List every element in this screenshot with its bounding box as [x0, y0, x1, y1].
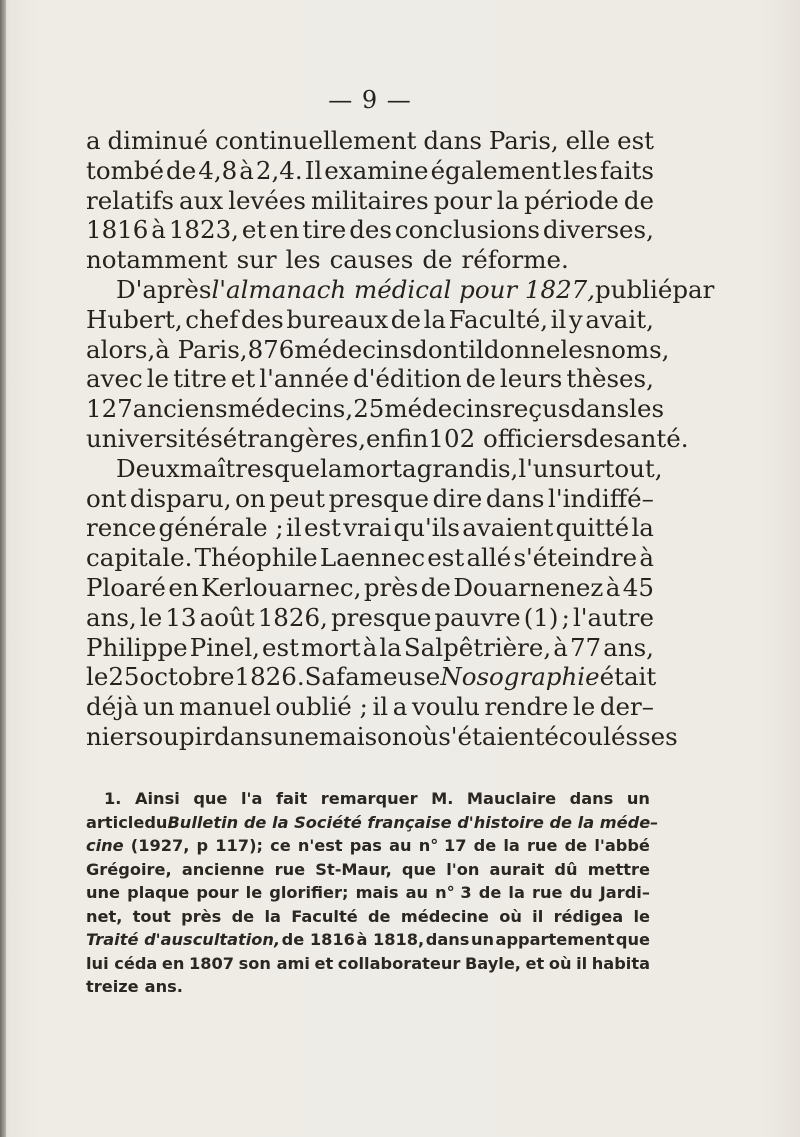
body-word: en [269, 215, 300, 245]
footnote-word: de [564, 836, 588, 855]
body-line [86, 484, 654, 514]
body-word: 1826. [234, 662, 305, 692]
body-line [86, 603, 654, 633]
body-line [86, 334, 670, 365]
footnote-line [86, 952, 650, 976]
body-word: der– [599, 692, 654, 722]
footnote-line [86, 881, 650, 905]
footnote-word: rédigea [553, 906, 624, 926]
body-word: médecins, [227, 394, 354, 424]
body-word: rendre [484, 692, 569, 722]
body-word: Paris, [488, 126, 559, 155]
footnote-word: mettre [587, 859, 650, 879]
body-word: donne [483, 334, 561, 364]
footnote-word: le [245, 883, 263, 902]
footnote-word: ans. [144, 977, 183, 996]
body-word: déjà [86, 692, 139, 722]
body-word: ans, [86, 602, 137, 632]
body-word: anciens [132, 394, 228, 424]
body-word: à [151, 215, 166, 245]
body-line [86, 305, 654, 335]
footnote-word: treize [86, 977, 139, 996]
body-word: Douarnenez [453, 572, 604, 602]
body-word: tire [302, 215, 347, 245]
body-word: Nosographie [440, 662, 600, 692]
body-word: à [639, 543, 654, 573]
footnote-word: de [473, 836, 497, 855]
body-word: diverses, [542, 215, 654, 245]
body-word: que [274, 453, 321, 483]
body-word: le [86, 662, 109, 692]
body-line [86, 453, 663, 484]
body-word: 127 [86, 394, 133, 424]
footnote-word: la [264, 906, 281, 926]
footnote-word: il [532, 906, 544, 926]
body-word: 77 [569, 632, 602, 662]
footnote-word: Ainsi [134, 789, 180, 808]
footnote-word: Grégoire, [86, 859, 172, 879]
body-word: causes [329, 245, 414, 275]
footnote-word: de [367, 906, 391, 926]
footnote-word: habita [591, 953, 650, 973]
body-word: allé [466, 543, 512, 573]
footnote-line [86, 811, 659, 835]
footnote-word: article [86, 812, 145, 832]
footnote-word: rue [531, 883, 563, 902]
body-word: de [623, 185, 654, 215]
body-word: faits [600, 155, 654, 185]
body-word: l'un [518, 453, 565, 483]
body-word: également [430, 155, 562, 185]
footnote-word: la [508, 883, 525, 902]
body-word: 25 [353, 394, 385, 424]
body-word: la [379, 632, 402, 662]
body-line [86, 633, 654, 663]
body-line [86, 126, 654, 156]
body-word: août [199, 602, 255, 632]
body-word: 1823, [168, 215, 239, 245]
footnote-line [86, 975, 650, 999]
body-word: de [583, 423, 614, 453]
footnote-word: plaque [127, 883, 190, 902]
footnote-word: de 1816 [281, 930, 355, 949]
body-line [86, 364, 654, 394]
body-word: l'almanach médical pour 1827, [211, 274, 596, 304]
body-word: tombé [86, 155, 165, 185]
body-word: presque [330, 602, 432, 632]
footnote-word: (1927, [130, 836, 190, 855]
body-word: une [272, 721, 319, 751]
footnote-word: pas [349, 836, 382, 855]
body-word: dire [432, 483, 483, 513]
body-word: l'indiffé– [548, 483, 654, 513]
footnote-word: son ami [238, 953, 310, 973]
body-word: grandis, [416, 453, 519, 483]
footnote-word: appartement [495, 930, 615, 949]
body-word: s'éteindre [513, 543, 638, 573]
body-word: de [390, 304, 421, 334]
footnote-word: près [181, 906, 222, 926]
footnote-word: à 1818, [356, 930, 425, 949]
footnote-word: mais [355, 883, 399, 902]
body-word: ; [561, 602, 570, 632]
body-word: 25 [108, 662, 140, 692]
body-word: bureaux [286, 304, 389, 334]
footnote-word: et [314, 953, 334, 973]
body-word: de [422, 245, 453, 275]
body-word: Hubert, [86, 304, 183, 334]
body-line [86, 186, 654, 216]
body-word: relatifs [86, 185, 174, 215]
body-word: militaires [310, 185, 429, 215]
footnote-line [86, 787, 650, 811]
body-word: qu'ils [393, 513, 460, 543]
footnote-line [86, 928, 650, 952]
body-word: l'autre [572, 602, 654, 632]
body-word: Laennec [319, 543, 426, 573]
footnote-word: 1807 [189, 953, 235, 973]
body-line [86, 721, 678, 752]
body-word: les [629, 394, 665, 424]
body-word: et [230, 364, 256, 394]
footnote-word: collaborateur [337, 953, 461, 973]
body-word: on [235, 483, 266, 513]
body-line [86, 215, 654, 245]
body-word: à [605, 572, 621, 602]
footnote-word: que [615, 930, 650, 949]
body-word: période [524, 185, 619, 215]
footnote-word: de [231, 906, 255, 926]
body-word: examine [324, 155, 429, 185]
footnote-word: M. [431, 789, 454, 808]
body-word: Deux [116, 453, 180, 483]
body-word: a [392, 692, 408, 722]
footnote-line [86, 905, 650, 929]
footnote-word: lui céda [86, 953, 158, 973]
footnote-word: le [633, 906, 650, 926]
body-word: il [372, 692, 389, 722]
footnote-word: St-Maur, [315, 859, 392, 879]
body-word: la [496, 185, 520, 215]
footnote-word: glorifier; [269, 883, 349, 902]
footnote-line [86, 858, 650, 882]
body-word: 4,8 [198, 155, 238, 185]
body-word: a [86, 126, 101, 155]
footnote-word: n° 17 [418, 836, 467, 855]
body-line [86, 245, 654, 275]
footnote-word: que [401, 859, 437, 879]
footnote-word: n'est [297, 836, 343, 855]
body-word: mort [342, 453, 403, 483]
body-line [86, 513, 654, 543]
footnote-word: rue [526, 836, 558, 855]
footnote-word: où [548, 953, 572, 973]
body-word: générale ; [158, 513, 284, 543]
footnote-word: médecine [400, 906, 489, 926]
body-word: le [139, 602, 163, 632]
body-word: les [285, 245, 321, 275]
body-line [86, 543, 654, 573]
body-word: pauvre [434, 602, 521, 632]
body-line [86, 662, 657, 692]
body-word: il [286, 513, 302, 543]
footnote-word: que [193, 789, 228, 808]
footnote-word: Bayle, [464, 953, 521, 973]
body-word: près [363, 572, 419, 602]
body-word: presque [328, 483, 430, 513]
footnote-word: et [525, 953, 545, 973]
body-word: elle [565, 126, 611, 155]
body-word: aux [178, 185, 224, 215]
body-word: ont [86, 483, 127, 513]
body-word: la [320, 453, 343, 483]
body-word: capitale. [86, 543, 193, 573]
body-word: oublié ; [275, 692, 368, 722]
footnote-word: p [196, 836, 209, 855]
body-word: vrai [343, 513, 392, 543]
footnote-word: Bulletin de la Société française d'histoire de la méde– [167, 812, 659, 832]
footnote-word: Traité d'auscultation, [86, 930, 281, 949]
body-word: dans [214, 721, 273, 751]
footnote-word: 1. [104, 789, 122, 808]
body-word: Kerlouarnec, [201, 572, 362, 602]
body-word: est [617, 126, 654, 155]
body-word: de [420, 572, 451, 602]
footnote-word: dans [425, 930, 470, 949]
body-word: notamment [86, 245, 228, 275]
body-word: 1826, [257, 602, 328, 632]
body-word: à [239, 155, 254, 185]
body-word: en [168, 572, 199, 602]
footnote-word: de [478, 883, 502, 902]
body-word: 1816 [86, 215, 149, 245]
body-word: Salpêtrière, [403, 632, 552, 662]
body-word: 876 [247, 334, 295, 364]
body-word: Philippe [86, 632, 188, 662]
body-word: le [146, 364, 170, 394]
footnote-word: cine [86, 836, 124, 855]
body-word: pour [433, 185, 492, 215]
body-word: ses [638, 721, 678, 751]
body-word: avec [86, 364, 143, 394]
body-line [86, 274, 715, 305]
body-word: 2,4. [255, 155, 303, 185]
body-word: dans [423, 126, 482, 155]
body-word: par [672, 274, 715, 304]
footnote-word: n° 3 [435, 883, 472, 902]
body-word: d'édition [353, 364, 462, 394]
body-word: la [631, 513, 654, 543]
body-word: maison [318, 721, 408, 751]
footnote-word: en [161, 953, 185, 973]
body-line [86, 573, 654, 603]
body-word: Pinel, [189, 632, 260, 662]
body-word: à Paris, [155, 334, 248, 364]
body-word: y [568, 304, 583, 334]
body-line [86, 423, 689, 454]
footnote-word: fait [275, 789, 308, 808]
body-word: enfin [365, 423, 429, 453]
body-word: les [560, 334, 596, 364]
body-word: publié [595, 274, 673, 304]
body-word: dont [412, 334, 469, 364]
body-word: Il [304, 155, 323, 185]
footnote-word: remarquer [320, 789, 418, 808]
body-word: sur [236, 245, 277, 275]
body-word: chef [185, 304, 239, 334]
body-word: a [402, 453, 417, 483]
body-word: le [572, 692, 596, 722]
body-text [86, 126, 715, 752]
body-word: avaient [462, 513, 554, 543]
body-word: s'étaient [438, 721, 545, 751]
footnote-word: du [569, 883, 593, 902]
footnote-word: du [144, 812, 168, 832]
body-word: écoulés [544, 721, 639, 751]
body-word: les [563, 155, 598, 185]
body-word: continuellement [214, 126, 417, 155]
body-word: des [349, 215, 392, 245]
body-word: D'après [116, 274, 212, 304]
body-word: leurs [499, 364, 563, 394]
body-word: l'année [259, 364, 349, 394]
footnote-word: aurait [489, 859, 545, 879]
body-word: alors, [86, 334, 156, 364]
footnote-word: tout [132, 906, 171, 926]
footnote-word: un [626, 789, 650, 808]
body-word: (1) [523, 602, 559, 632]
body-word: reçus [502, 394, 571, 424]
footnote-word: l'abbé [594, 836, 650, 855]
body-word: dans [485, 483, 545, 513]
footnote-word: l'on [446, 859, 480, 879]
body-word: 45 [622, 572, 654, 602]
footnote-word: l'a [240, 789, 263, 808]
body-word: à [362, 632, 378, 662]
body-word: noms, [595, 334, 670, 364]
body-word: peut [269, 483, 326, 513]
body-word: mort [301, 632, 361, 662]
body-word: rence [86, 513, 157, 543]
footnote-word: dans [569, 789, 614, 808]
body-word: levées [228, 185, 306, 215]
body-word: universités [86, 423, 223, 453]
page-number: — 9 — [328, 86, 412, 114]
body-line [86, 692, 654, 722]
footnote-word: pour [196, 883, 239, 902]
footnote-word: Mauclaire [466, 789, 557, 808]
footnote-word: au [389, 836, 412, 855]
body-word: Théophile [194, 543, 318, 573]
footnote-word: la [503, 836, 520, 855]
body-line [86, 394, 665, 424]
body-word: conclusions [394, 215, 540, 245]
footnote-word: une [86, 883, 121, 902]
body-word: il [550, 304, 567, 334]
footnote-line [86, 834, 650, 858]
footnote-word: il [576, 953, 588, 973]
body-word: nier [86, 721, 136, 751]
body-word: diminué [107, 126, 209, 155]
body-word: santé. [613, 423, 689, 453]
body-word: voulu [411, 692, 480, 722]
footnote-word: Faculté [291, 906, 358, 926]
body-word: médecins [384, 394, 503, 424]
body-word: quitté [555, 513, 630, 543]
body-word: il [468, 334, 484, 364]
footnote-word: Jardi– [599, 883, 650, 902]
body-word: octobre [139, 662, 235, 692]
footnote-word: rue [274, 859, 306, 879]
body-word: de [166, 155, 197, 185]
body-word: maîtres [179, 453, 275, 483]
footnote-word: ancienne [181, 859, 265, 879]
body-word: où [407, 721, 439, 751]
footnote-word: ce [270, 836, 291, 855]
footnote-word: où [499, 906, 522, 926]
body-word: réforme. [461, 245, 569, 275]
footnote-word: net, [86, 906, 123, 926]
body-word: 102 officiers [428, 423, 584, 453]
body-word: et [241, 215, 267, 245]
body-word: manuel [179, 692, 271, 722]
body-word: Sa [304, 662, 337, 692]
body-word: dans [570, 394, 630, 424]
body-word: surtout, [564, 453, 663, 483]
footnote-word: dû [554, 859, 578, 879]
body-word: Ploaré [86, 572, 166, 602]
body-word: à [553, 632, 568, 662]
body-word: un [142, 692, 175, 722]
body-word: étrangères, [222, 423, 366, 453]
body-word: soupir [135, 721, 215, 751]
body-word: est [262, 632, 299, 662]
body-word: est [303, 513, 341, 543]
body-word: Faculté, [448, 304, 549, 334]
body-word: thèses, [566, 364, 654, 394]
body-word: 13 [165, 602, 197, 632]
footnote-word: au [405, 883, 429, 902]
body-word: est [427, 543, 465, 573]
body-line [86, 156, 654, 186]
footnote-word: 117); [215, 836, 263, 855]
body-word: fameuse [336, 662, 441, 692]
body-word: la [423, 304, 447, 334]
body-word: titre [173, 364, 227, 394]
footnote [86, 787, 659, 999]
footnote-word: un [470, 930, 494, 949]
body-word: de [465, 364, 496, 394]
body-word: disparu, [129, 483, 232, 513]
body-word: ans, [603, 632, 654, 662]
binding-edge [0, 0, 6, 1137]
body-word: était [599, 662, 657, 692]
body-word: des [240, 304, 284, 334]
body-word: médecins [294, 334, 413, 364]
body-word: avait, [585, 304, 654, 334]
